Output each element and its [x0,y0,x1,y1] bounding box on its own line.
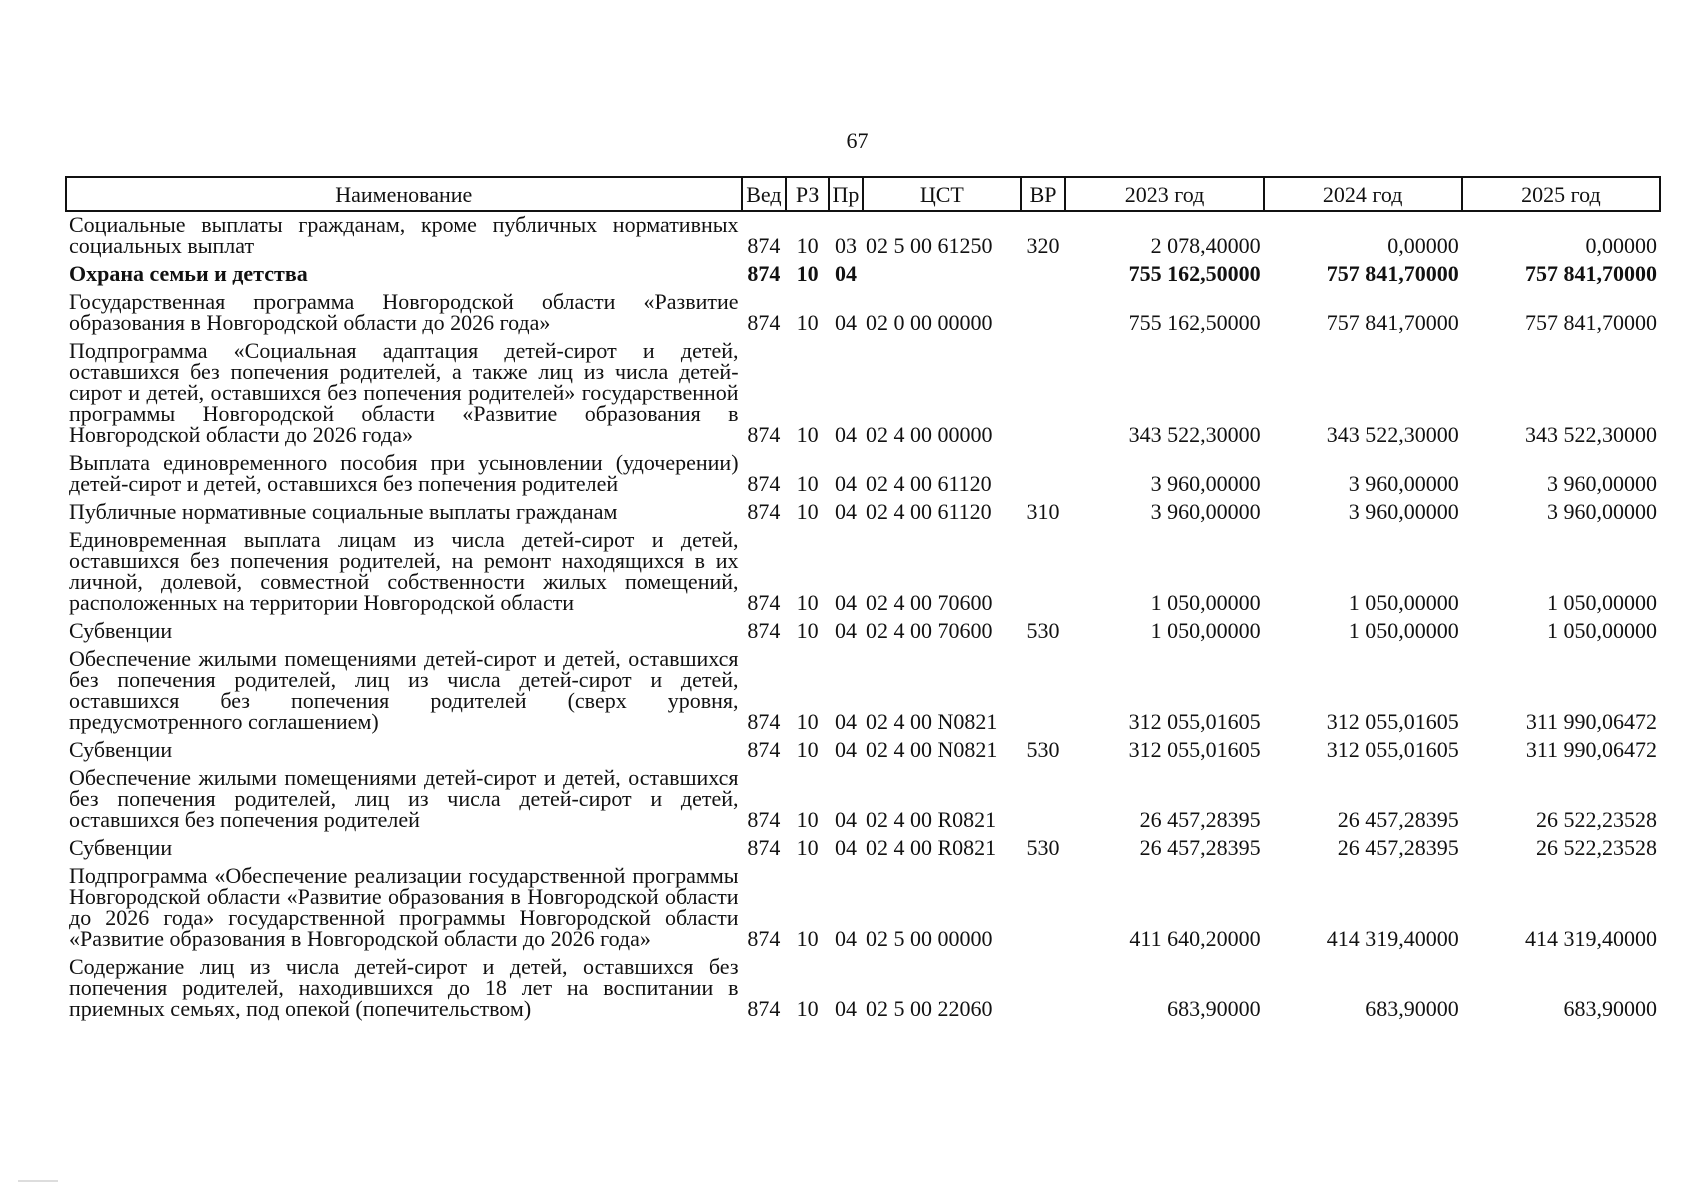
row-ved: 874 [747,590,781,615]
row-amount-2023: 1 050,00000 [1150,618,1261,643]
row-rz: 10 [796,310,819,335]
table-row [66,765,1660,835]
row-rz: 10 [796,590,819,615]
row-cst: 02 4 00 00000 [865,422,993,447]
row-amount-2023: 755 162,50000 [1128,261,1261,286]
row-amount-2024: 26 457,28395 [1337,835,1459,860]
row-cst: 02 5 00 22060 [865,996,993,1021]
row-name: Обеспечение жилыми помещениями детей-сирот и детей, оставшихся без попечения родителей, лиц из числа детей-сирот и детей, оставшихся без попечения родителей (сверх уровня, предусмотренного соглашением) [69,646,739,734]
page-number: 67 [846,128,869,153]
header-2023: 2023 год [1065,177,1263,211]
row-amount-2023: 343 522,30000 [1128,422,1261,447]
row-cst: 02 4 00 70600 [865,590,993,615]
row-amount-2023: 312 055,01605 [1128,737,1261,762]
row-cst [863,261,1021,289]
row-amount-2024: 1 050,00000 [1348,590,1459,615]
table-header-row [66,177,1660,211]
row-ved: 874 [747,310,781,335]
row-amount-2024: 757 841,70000 [1326,261,1459,286]
row-ved: 874 [747,233,781,258]
table-row [66,954,1660,1024]
row-amount-2025: 1 050,00000 [1547,618,1657,643]
row-pr: 04 [834,590,857,615]
row-name: Подпрограмма «Социальная адаптация детей-сирот и детей, оставшихся без попечения родителей, а также лиц из числа детей-сирот и детей, оставшихся без попечения родителей» государственной программы Новгородской области «Развитие образования в Новгородской области до 2026 года» [69,338,739,447]
row-rz: 10 [796,471,819,496]
row-amount-2024: 3 960,00000 [1348,471,1459,496]
row-amount-2025: 311 990,06472 [1525,709,1657,734]
row-amount-2025: 757 841,70000 [1525,261,1657,286]
row-pr: 04 [834,926,857,951]
row-vr [1021,450,1066,499]
row-cst: 02 4 00 61120 [865,499,992,524]
table-row [66,835,1660,863]
row-ved: 874 [747,261,781,286]
row-rz: 10 [796,807,819,832]
row-rz: 10 [796,835,819,860]
row-rz: 10 [796,926,819,951]
row-pr: 04 [834,737,857,762]
row-rz: 10 [796,618,819,643]
row-cst: 02 4 00 70600 [865,618,993,643]
row-amount-2023: 411 640,20000 [1129,926,1261,951]
row-rz: 10 [796,709,819,734]
row-amount-2023: 683,90000 [1167,996,1261,1021]
row-ved: 874 [747,807,781,832]
row-ved: 874 [747,471,781,496]
table-row [66,527,1660,618]
row-amount-2025: 26 522,23528 [1536,835,1657,860]
header-2024: 2024 год [1264,177,1462,211]
row-vr [1021,261,1066,289]
row-amount-2025: 311 990,06472 [1525,737,1657,762]
row-cst: 02 4 00 R0821 [865,807,997,832]
row-name: Социальные выплаты гражданам, кроме публичных нормативных социальных выплат [69,212,739,258]
row-amount-2025: 757 841,70000 [1525,310,1657,335]
row-vr: 530 [1026,835,1060,860]
header-cst: ЦСТ [863,177,1021,211]
header-vr: ВР [1021,177,1066,211]
row-vr [1021,954,1066,1024]
row-rz: 10 [796,261,819,286]
row-ved: 874 [747,499,781,524]
row-vr [1021,646,1066,737]
row-pr: 04 [834,807,857,832]
row-amount-2025: 414 319,40000 [1525,926,1657,951]
row-name: Субвенции [69,835,173,860]
row-vr [1021,289,1066,338]
row-pr: 04 [834,709,857,734]
header-ved: Вед [742,177,787,211]
table-row [66,450,1660,499]
row-ved: 874 [747,737,781,762]
scan-mark [18,1180,58,1182]
row-rz: 10 [796,737,819,762]
row-name: Государственная программа Новгородской области «Развитие образования в Новгородской области до 2026 года» [69,289,739,335]
row-name: Подпрограмма «Обеспечение реализации государственной программы Новгородской области «Развитие образования в Новгородской области до 2026 года» государственной программы Новгородской области «Развитие образования в Новгородской области до 2026 года» [69,863,739,951]
row-rz: 10 [796,233,819,258]
row-pr: 04 [834,618,857,643]
row-pr: 04 [834,996,857,1021]
row-amount-2024: 414 319,40000 [1326,926,1459,951]
table-row [66,289,1660,338]
row-amount-2023: 755 162,50000 [1128,310,1261,335]
row-amount-2024: 343 522,30000 [1326,422,1459,447]
row-amount-2025: 683,90000 [1563,996,1657,1021]
row-amount-2025: 26 522,23528 [1536,807,1657,832]
table-row [66,499,1660,527]
table-row [66,261,1660,289]
row-ved: 874 [747,835,781,860]
row-vr [1021,863,1066,954]
row-rz: 10 [796,996,819,1021]
table-row [66,618,1660,646]
row-vr: 310 [1026,499,1060,524]
table-row [66,646,1660,737]
row-rz: 10 [796,499,819,524]
row-name: Субвенции [69,618,173,643]
table-row [66,737,1660,765]
row-amount-2024: 0,00000 [1387,233,1459,258]
row-amount-2024: 757 841,70000 [1326,310,1459,335]
row-amount-2025: 3 960,00000 [1547,471,1657,496]
table-row [66,338,1660,450]
row-amount-2025: 343 522,30000 [1525,422,1657,447]
budget-table [65,176,1661,1024]
row-vr [1021,765,1066,835]
row-amount-2024: 312 055,01605 [1326,709,1459,734]
row-amount-2023: 2 078,40000 [1150,233,1261,258]
row-pr: 04 [834,499,857,524]
row-amount-2023: 312 055,01605 [1128,709,1261,734]
row-name: Обеспечение жилыми помещениями детей-сирот и детей, оставшихся без попечения родителей, лиц из числа детей-сирот и детей, оставшихся без попечения родителей [69,765,739,832]
row-vr: 530 [1026,737,1060,762]
row-amount-2025: 0,00000 [1585,233,1657,258]
row-amount-2024: 26 457,28395 [1337,807,1459,832]
row-cst: 02 5 00 61250 [865,233,993,258]
row-name: Публичные нормативные социальные выплаты гражданам [69,499,618,524]
row-amount-2024: 1 050,00000 [1348,618,1459,643]
row-ved: 874 [747,709,781,734]
row-cst: 02 4 00 N0821 [865,737,998,762]
row-ved: 874 [747,422,781,447]
row-pr: 03 [834,233,857,258]
header-2025: 2025 год [1462,177,1660,211]
row-cst: 02 4 00 R0821 [865,835,997,860]
table-row [66,211,1660,261]
row-ved: 874 [747,926,781,951]
row-vr: 530 [1026,618,1060,643]
row-pr: 04 [834,310,857,335]
row-ved: 874 [747,996,781,1021]
table-row [66,863,1660,954]
row-cst: 02 0 00 00000 [865,310,993,335]
row-pr: 04 [834,471,857,496]
row-name: Единовременная выплата лицам из числа детей-сирот и детей, оставшихся без попечения родителей, на ремонт находящихся в их личной, долевой, совместной собственности жилых помещений, расположенных на территории Новгородской области [69,527,739,615]
row-amount-2024: 3 960,00000 [1348,499,1459,524]
row-ved: 874 [747,618,781,643]
row-pr: 04 [834,835,857,860]
row-amount-2024: 683,90000 [1365,996,1459,1021]
header-pr: Пр [829,177,863,211]
row-cst: 02 5 00 00000 [865,926,993,951]
header-rz: РЗ [786,177,829,211]
header-name: Наименование [66,177,742,211]
row-name: Охрана семьи и детства [69,261,308,286]
row-amount-2025: 3 960,00000 [1547,499,1657,524]
row-amount-2024: 312 055,01605 [1326,737,1459,762]
row-vr [1021,527,1066,618]
row-amount-2023: 1 050,00000 [1150,590,1261,615]
row-vr: 320 [1026,233,1060,258]
row-name: Выплата единовременного пособия при усыновлении (удочерении) детей-сирот и детей, оставшихся без попечения родителей [69,450,739,496]
row-amount-2023: 26 457,28395 [1139,835,1261,860]
row-cst: 02 4 00 N0821 [865,709,998,734]
row-amount-2023: 3 960,00000 [1150,499,1261,524]
row-rz: 10 [796,422,819,447]
row-amount-2025: 1 050,00000 [1547,590,1657,615]
row-name: Субвенции [69,737,173,762]
row-cst: 02 4 00 61120 [865,471,992,496]
row-name: Содержание лиц из числа детей-сирот и детей, оставшихся без попечения родителей, находившихся до 18 лет на воспитании в приемных семьях, под опекой (попечительством) [69,954,739,1021]
row-pr: 04 [834,261,857,286]
row-amount-2023: 3 960,00000 [1150,471,1261,496]
row-vr [1021,338,1066,450]
row-pr: 04 [834,422,857,447]
row-amount-2023: 26 457,28395 [1139,807,1261,832]
table-body [66,211,1660,1024]
